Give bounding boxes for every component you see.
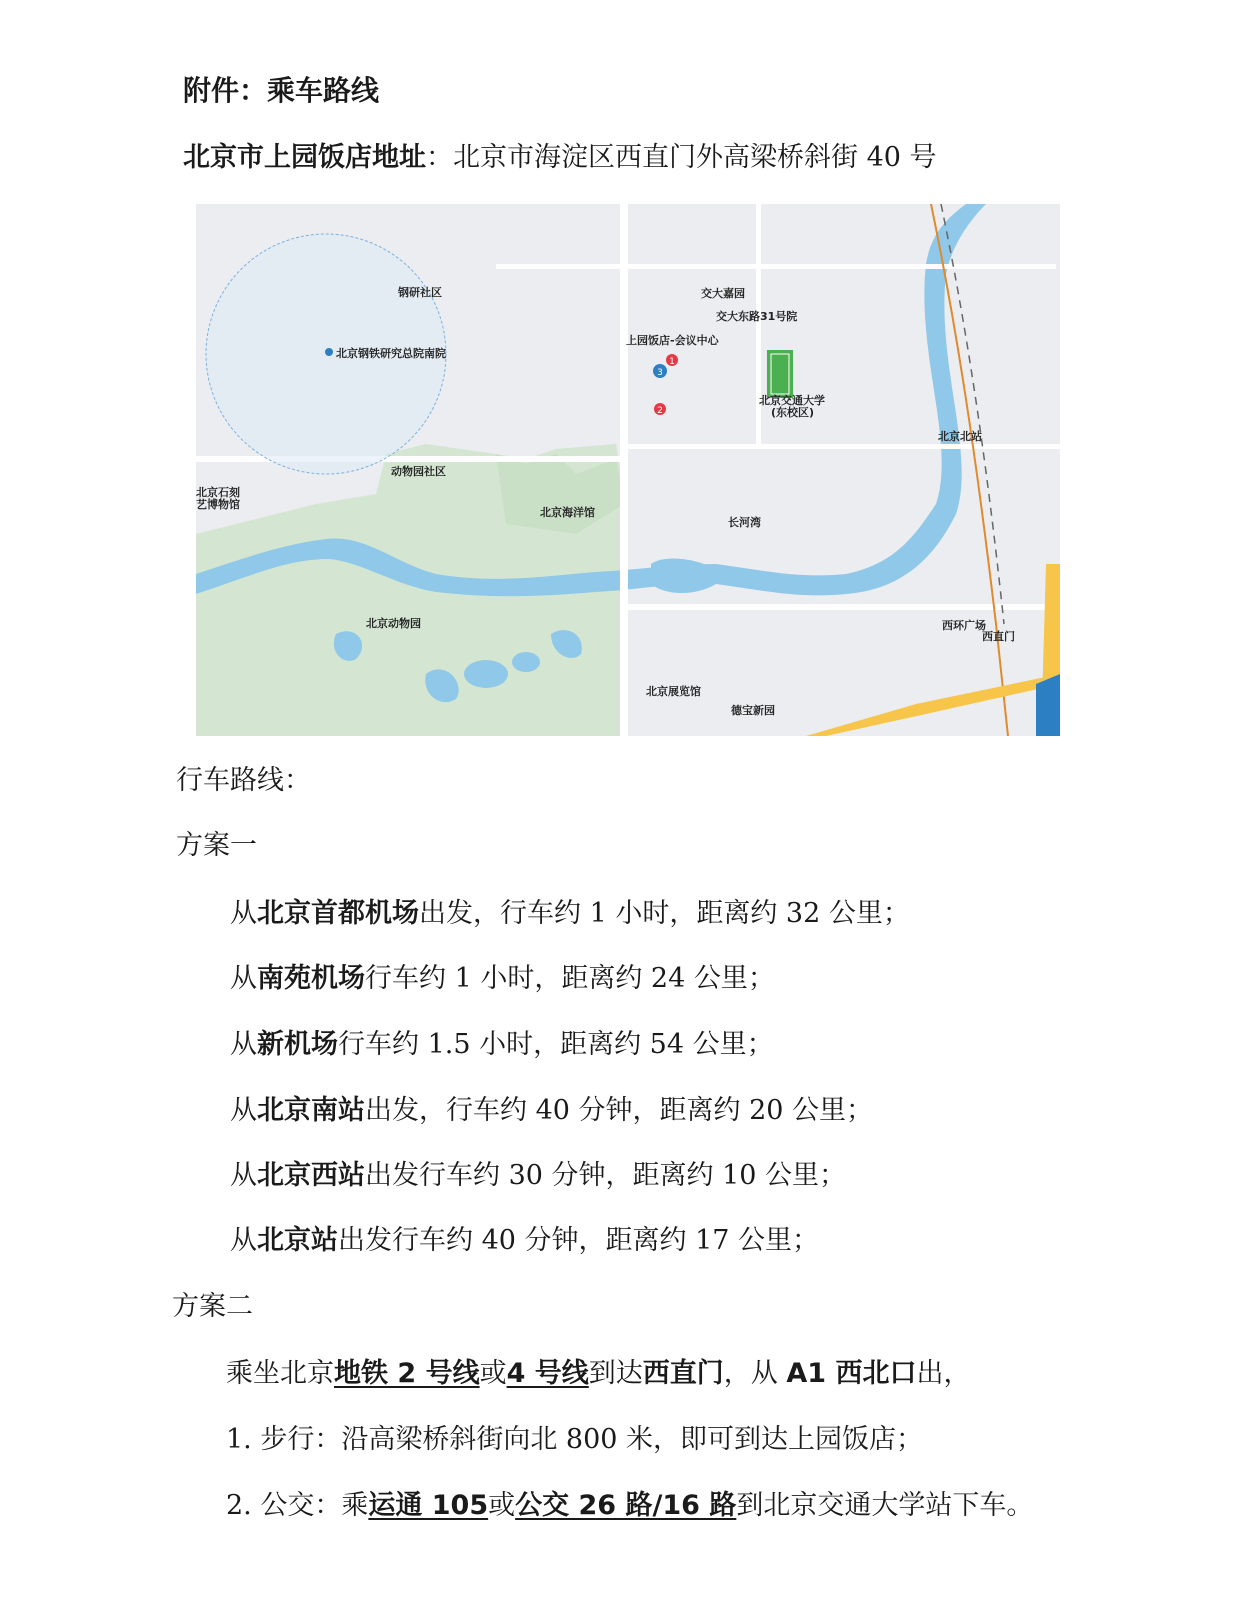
- subway-p3: ，从: [723, 1358, 787, 1389]
- subway-p2: 到达: [588, 1358, 643, 1389]
- map-label-beijing-north: 北京北站: [938, 430, 982, 443]
- line-post: 出发行车约 40 分钟，距离约 17 公里；: [338, 1225, 820, 1256]
- map-label-debao: 德宝新园: [731, 704, 775, 717]
- line-post: 行车约 1 小时，距离约 24 公里；: [365, 963, 775, 994]
- map-canvas: [196, 204, 1060, 736]
- plan1-line: [230, 1158, 846, 1194]
- map-label-stone: 北京石刻: [196, 486, 240, 499]
- origin-name: 北京南站: [257, 1095, 365, 1126]
- plan1-line: [230, 1223, 819, 1259]
- map-label-exhibition: 北京展览馆: [646, 685, 701, 698]
- line-pre: 从: [230, 1095, 257, 1126]
- plan1-line: [230, 896, 910, 932]
- line-post: 出发，行车约 1 小时，距离约 32 公里；: [419, 898, 910, 929]
- line-pre: 从: [230, 1160, 257, 1191]
- map-label-zoo-community: 动物园社区: [391, 465, 446, 478]
- subway-p1: 乘坐北京: [226, 1358, 334, 1389]
- subway-station: 西直门: [642, 1358, 724, 1389]
- address-colon: ：: [426, 142, 453, 173]
- line-post: 出发行车约 30 分钟，距离约 10 公里；: [365, 1160, 847, 1191]
- plan1-line: [230, 1027, 774, 1063]
- bus-p2: 到北京交通大学站下车。: [736, 1490, 1034, 1521]
- location-map[interactable]: [196, 204, 1060, 736]
- origin-name: 北京首都机场: [257, 898, 419, 929]
- driving-heading: 行车路线：: [176, 765, 311, 796]
- bus-route-1: 运通 105: [368, 1490, 489, 1521]
- map-label-zoo: 北京动物园: [366, 617, 421, 630]
- subway-line-2: 地铁 2 号线: [334, 1358, 480, 1389]
- bus-p1: 2. 公交：乘: [226, 1490, 369, 1521]
- map-label-changhewan: 长河湾: [728, 516, 761, 529]
- subway-exit: A1 西北口: [786, 1358, 917, 1389]
- plan2-walk-line: 1. 步行：沿高梁桥斜街向北 800 米，即可到达上园饭店；: [226, 1424, 924, 1455]
- map-label-haiyang: 北京海洋馆: [540, 506, 595, 519]
- subway-or: 或: [479, 1358, 507, 1389]
- plan1-heading: 方案一: [176, 830, 257, 861]
- plan1-line: [230, 961, 775, 997]
- plan2-subway-line: [226, 1356, 970, 1392]
- hotel-address: [183, 140, 937, 176]
- address-value: 北京市海淀区西直门外高梁桥斜街 40 号: [453, 142, 937, 173]
- origin-name: 南苑机场: [257, 963, 365, 994]
- plan2-heading: 方案二: [172, 1291, 253, 1322]
- subway-line-4: 4 号线: [506, 1358, 589, 1389]
- line-pre: 从: [230, 898, 257, 929]
- bus-route-2: 公交 26 路/16 路: [515, 1490, 737, 1521]
- page-title: 附件：乘车路线: [183, 74, 380, 107]
- map-label-steel-community: 钢研社区: [398, 286, 442, 299]
- line-pre: 从: [230, 963, 257, 994]
- line-post: 行车约 1.5 小时，距离约 54 公里；: [338, 1029, 774, 1060]
- origin-name: 北京站: [257, 1225, 338, 1256]
- map-label-bjtu-campus: (东校区): [771, 406, 815, 419]
- line-pre: 从: [230, 1029, 257, 1060]
- map-label-stone2: 艺博物馆: [196, 498, 240, 511]
- map-pin-3-label: 3: [657, 368, 663, 378]
- map-label-hotel: 上园饭店-会议中心: [626, 334, 719, 347]
- map-label-xihuan: 西环广场: [942, 619, 986, 632]
- address-label: 北京市上园饭店地址: [183, 142, 426, 173]
- map-label-xizhimen: 西直门: [982, 630, 1015, 643]
- map-label-steel-institute: 北京钢铁研究总院南院: [336, 347, 446, 360]
- plan2-bus-line: [226, 1488, 1033, 1524]
- map-pin-3[interactable]: [653, 364, 667, 378]
- line-pre: 从: [230, 1225, 257, 1256]
- map-pin-2-label: 2: [657, 406, 663, 416]
- origin-name: 新机场: [257, 1029, 338, 1060]
- map-pin-1-label: 1: [669, 357, 675, 367]
- origin-name: 北京西站: [257, 1160, 365, 1191]
- line-post: 出发，行车约 40 分钟，距离约 20 公里；: [365, 1095, 874, 1126]
- map-label-jiaoda-east: 交大东路31号院: [716, 310, 798, 323]
- subway-p4: 出，: [916, 1358, 971, 1389]
- map-label-bjtu: 北京交通大学: [759, 394, 825, 407]
- plan1-line: [230, 1093, 873, 1129]
- map-label-jiaoda-hotel: 交大嘉园: [701, 287, 745, 300]
- bus-or: 或: [488, 1490, 516, 1521]
